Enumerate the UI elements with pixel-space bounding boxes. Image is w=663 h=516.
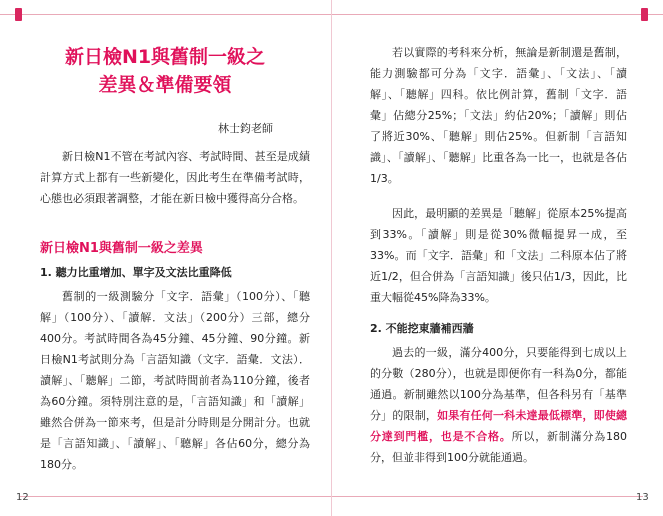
body-paragraph-1: 舊制的一級測驗分「文字．語彙」（100分）、「聽解」（100分）、「讀解．文法」（200分）三部，總分400分。考試時間各為45分鐘、45分鐘、90分鐘。新日檢N1考試則分為「言語知識（文字．語彙．文法）．讀解」、「聽解」二節，考試時間前者為110分鐘，後者為60分鐘。須特別注意的是，「言語知識」和「讀解」雖然合併為一節來考，但是計分時則是分開計分。也就是「言語知識」、「讀解」、「聽解」各佔60分，總分為180分。 [40, 290, 310, 471]
para4-text-b: 所以，新制滿分為180分，但並非得到100分就能通過。 [370, 430, 628, 464]
left-column-body [40, 286, 310, 475]
body-paragraph-4 [370, 342, 627, 468]
para4-text-a: 過去的一級，滿分400分，只要能得到七成以上的分數（280分），也就是即便你有一科為0分，都能通過。新制雖然以100分為基準，但各科另有「基準分」的限制， [370, 346, 627, 422]
page-number-left: 12 [16, 492, 29, 503]
emphasis-text: 如果有任何一科未達最低標準，即使總分達到門檻，也是不合格。 [370, 409, 628, 443]
right-column-top [370, 42, 627, 308]
center-divider [331, 0, 332, 516]
section-heading: 新日檢N1與舊制一級之差異 [40, 241, 203, 256]
left-column-intro [40, 146, 310, 209]
right-column-bottom [370, 342, 627, 468]
page-number-right: 13 [636, 492, 649, 503]
right-corner-tab [641, 8, 648, 21]
article-title-line1: 新日檢N1與舊制一級之 [64, 46, 266, 68]
subheading-1: 1. 聽力比重增加、單字及文法比重降低 [40, 266, 232, 279]
body-paragraph-3: 因此，最明顯的差異是「聽解」從原本25%提高到33%。「讀解」則是從30%微幅提昇一成，至33%。而「文字．語彙」和「文法」二科原本佔了將近1/2，但合併為「言語知識」後只佔1/3，因此，比重大幅從45%降為33%。 [370, 207, 627, 304]
article-title-line2: 差異＆準備要領 [98, 74, 232, 96]
left-corner-tab [15, 8, 22, 21]
intro-paragraph: 新日檢N1不管在考試內容、考試時間、甚至是成績計算方式上都有一些新變化，因此考生在準備考試時，心態也必須跟著調整，才能在新日檢中獲得高分合格。 [40, 150, 310, 205]
body-paragraph-2: 若以實際的考科來分析，無論是新制還是舊制，能力測驗都可分為「文字．語彙」、「文法」、「讀解」、「聽解」四科。依比例計算，舊制「文字．語彙」佔總分25%；「文法」約佔20%；「讀解」則佔了將近30%、「聽解」則佔25%。但新制「言語知識」、「讀解」、「聽解」比重各為一比一，也就是各佔1/3。 [370, 46, 627, 185]
author-name: 林士鈞老師 [218, 122, 273, 135]
subheading-2: 2. 不能挖東牆補西牆 [370, 322, 474, 335]
